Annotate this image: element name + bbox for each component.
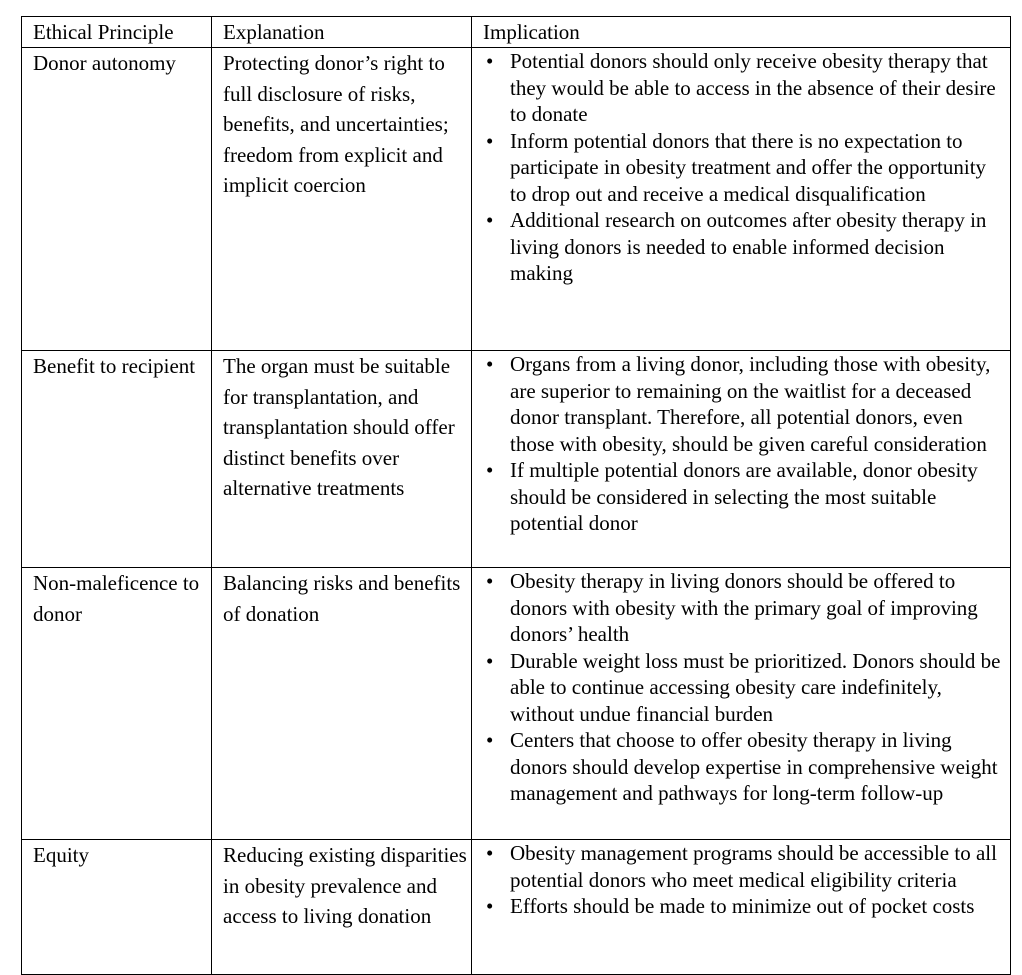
implication-list [483, 568, 1006, 807]
implication-cell [472, 351, 1011, 568]
implication-item: • Obesity management programs should be accessible to all potential donors who meet medical eligibility criteria [483, 840, 1006, 893]
principle-cell: Non-maleficence to donor [22, 568, 212, 840]
implication-item: • If multiple potential donors are available, donor obesity should be considered in selecting the most suitable potential donor [483, 457, 1006, 537]
table-header-row [22, 17, 1011, 48]
implication-item: • Inform potential donors that there is no expectation to participate in obesity treatment and offer the opportunity to drop out and receive a medical disqualification [483, 128, 1006, 208]
implication-item: • Potential donors should only receive obesity therapy that they would be able to access in the absence of their desire to donate [483, 48, 1006, 128]
implication-cell [472, 568, 1011, 840]
principle-cell: Equity [22, 840, 212, 975]
implication-list [483, 840, 1006, 920]
table-row [22, 351, 1011, 568]
column-header-explanation: Explanation [212, 17, 472, 48]
explanation-cell: The organ must be suitable for transplantation, and transplantation should offer distinct benefits over alternative treatments [212, 351, 472, 568]
column-header-implication: Implication [472, 17, 1011, 48]
implication-item: • Organs from a living donor, including those with obesity, are superior to remaining on the waitlist for a deceased donor transplant. Therefore, all potential donors, even those with obesity, should be given careful consideration [483, 351, 1006, 457]
implication-item: • Centers that choose to offer obesity therapy in living donors should develop expertise in comprehensive weight management and pathways for long-term follow-up [483, 727, 1006, 807]
implication-item: • Obesity therapy in living donors should be offered to donors with obesity with the primary goal of improving donors’ health [483, 568, 1006, 648]
explanation-cell: Reducing existing disparities in obesity prevalence and access to living donation [212, 840, 472, 975]
table-row [22, 840, 1011, 975]
implication-item: • Durable weight loss must be prioritized. Donors should be able to continue accessing obesity care indefinitely, without undue financial burden [483, 648, 1006, 728]
table-row [22, 48, 1011, 351]
table-row [22, 568, 1011, 840]
implication-list [483, 351, 1006, 537]
explanation-cell: Balancing risks and benefits of donation [212, 568, 472, 840]
implication-cell [472, 840, 1011, 975]
principle-cell: Donor autonomy [22, 48, 212, 351]
explanation-cell: Protecting donor’s right to full disclosure of risks, benefits, and uncertainties; freedom from explicit and implicit coercion [212, 48, 472, 351]
principle-cell: Benefit to recipient [22, 351, 212, 568]
implication-list [483, 48, 1006, 287]
implication-cell [472, 48, 1011, 351]
implication-item: • Efforts should be made to minimize out of pocket costs [483, 893, 1006, 920]
column-header-principle: Ethical Principle [22, 17, 212, 48]
ethics-table [21, 16, 1011, 975]
implication-item: • Additional research on outcomes after obesity therapy in living donors is needed to enable informed decision making [483, 207, 1006, 287]
